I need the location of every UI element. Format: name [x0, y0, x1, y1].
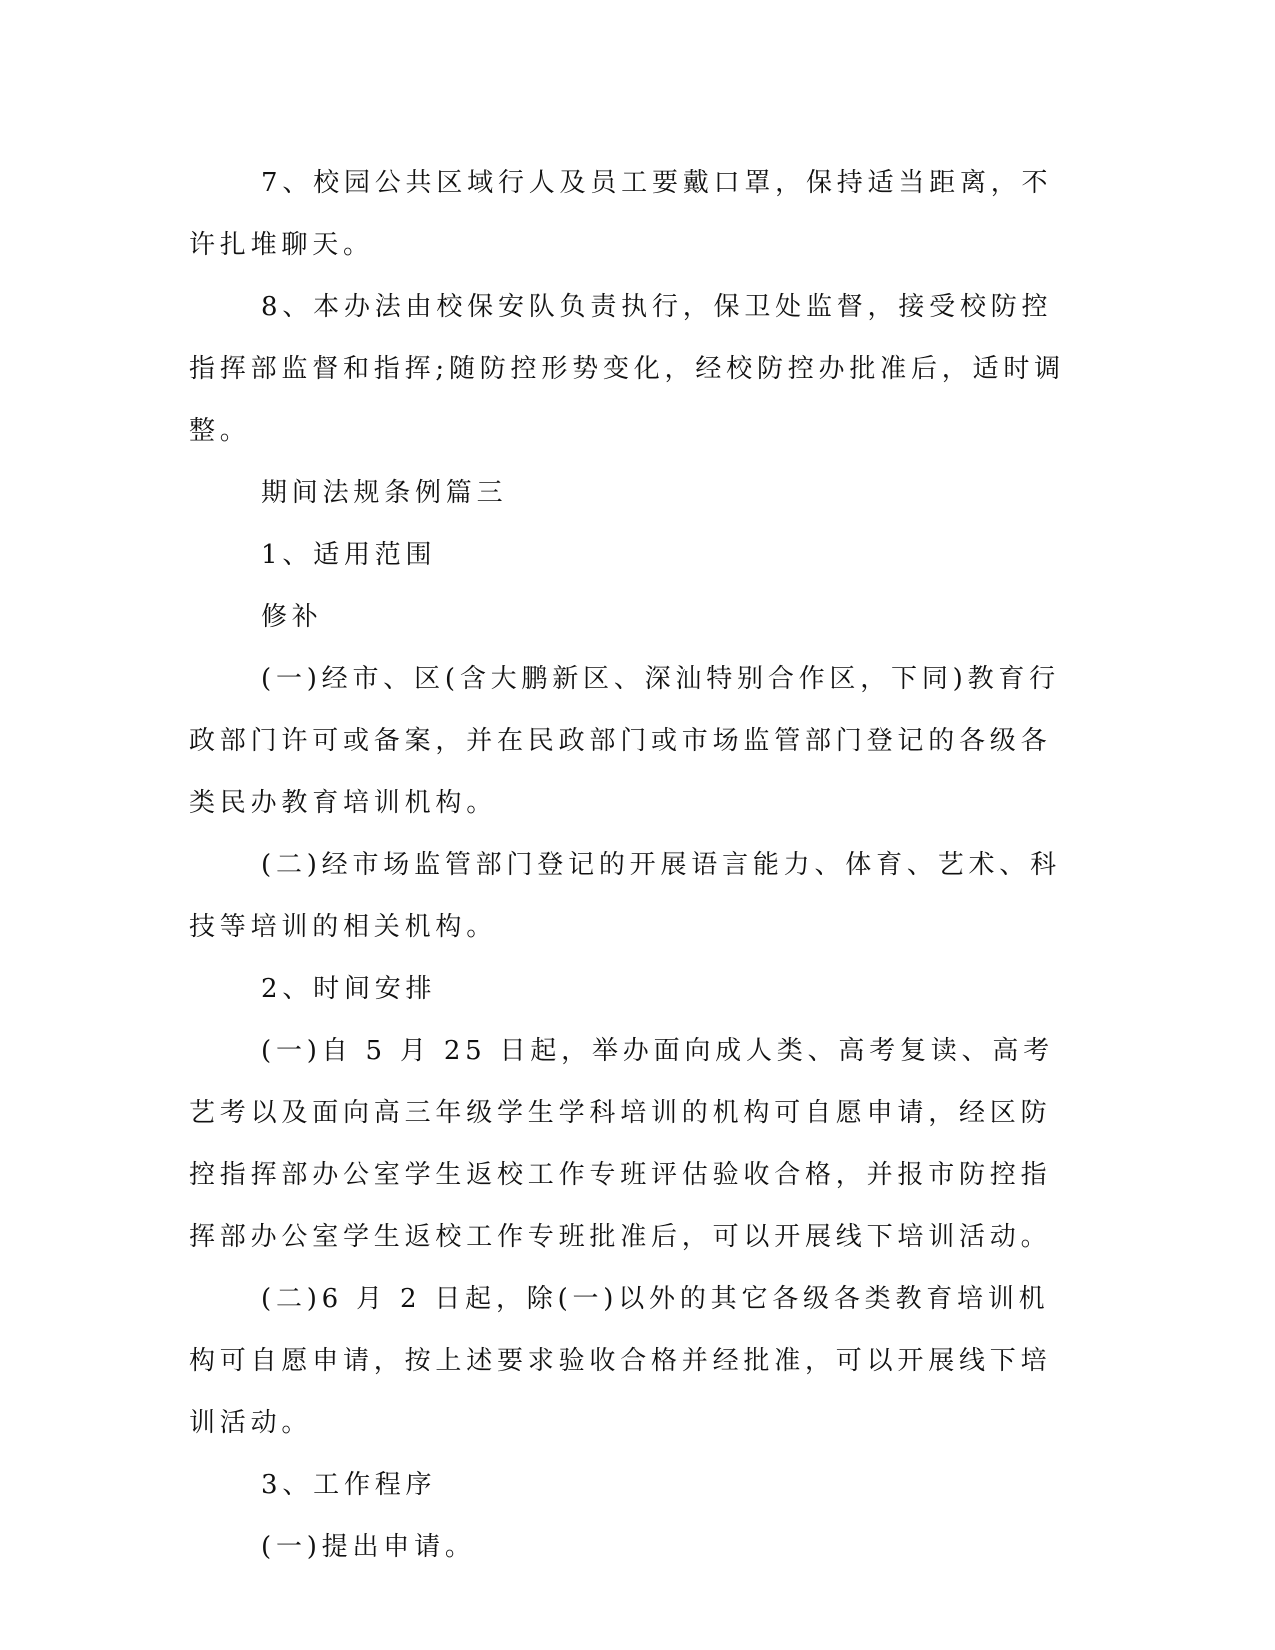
paragraph-schedule-1: (一)自 5 月 25 日起，举办面向成人类、高考复读、高考艺考以及面向高三年级学生学科培训的机构可自愿申请，经区防控指挥部办公室学生返校工作专班评估验收合格，并报市防控指挥部办公室学生返校工作专班批准后，可以开展线下培训活动。 [189, 1036, 1054, 1252]
paragraph-scope-2: (二)经市场监管部门登记的开展语言能力、体育、艺术、科技等培训的相关机构。 [189, 850, 1061, 942]
paragraph-procedure-1: (一)提出申请。 [261, 1532, 476, 1562]
document-body [189, 152, 1069, 1578]
heading-scope: 1、适用范围 [261, 540, 437, 570]
section-heading: 期间法规条例篇三 [261, 478, 508, 508]
paragraph-repair: 修补 [261, 602, 323, 632]
paragraph-schedule-2: (二)6 月 2 日起，除(一)以外的其它各级各类教育培训机构可自愿申请，按上述要求验收合格并经批准，可以开展线下培训活动。 [189, 1284, 1052, 1438]
paragraph-item-7-masks: 7、校园公共区域行人及员工要戴口罩，保持适当距离，不许扎堆聊天。 [189, 168, 1053, 260]
paragraph-item-8-enforcement: 8、本办法由校保安队负责执行，保卫处监督，接受校防控指挥部监督和指挥;随防控形势变化，经校防控办批准后，适时调整。 [189, 292, 1065, 446]
paragraph-scope-1: (一)经市、区(含大鹏新区、深汕特别合作区，下同)教育行政部门许可或备案，并在民政部门或市场监管部门登记的各级各类民办教育培训机构。 [189, 664, 1060, 818]
heading-procedure: 3、工作程序 [261, 1470, 437, 1500]
heading-schedule: 2、时间安排 [261, 974, 437, 1004]
